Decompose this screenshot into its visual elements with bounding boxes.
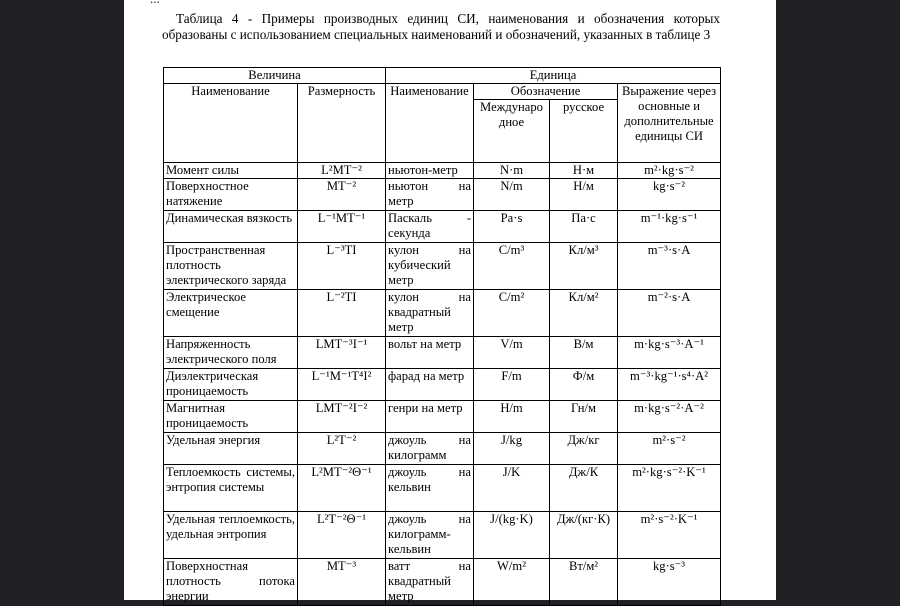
international-symbol-cell: J/K [474,465,550,512]
si-expression-cell: m⁻²·s·A [618,290,721,337]
russian-symbol-cell: Вт/м² [550,559,618,606]
si-expression-cell: m²·kg·s⁻² [618,163,721,179]
unit-name-cell: Паскаль - секунда [386,211,474,243]
international-symbol-cell: H/m [474,401,550,433]
russian-symbol-cell: Н·м [550,163,618,179]
quantity-name-cell: Электрическое смещение [164,290,298,337]
russian-symbol-cell: Дж/К [550,465,618,512]
table-row [164,179,721,211]
quantity-name-cell: Удельная теплоемкость, удельная энтропия [164,512,298,559]
russian-symbol-cell: Дж/кг [550,433,618,465]
unit-name-cell: генри на метр [386,401,474,433]
dimension-cell: L²MT⁻² [298,163,386,179]
unit-name-cell: ньютон на метр [386,179,474,211]
table-row [164,337,721,369]
table-row [164,211,721,243]
dimension-cell: L⁻¹MT⁻¹ [298,211,386,243]
table-caption: Таблица 4 - Примеры производных единиц СИ, наименования и обозначения которых образованы с использованием специальных наименований и обозначений, указанных в таблице 3 [162,11,720,42]
international-symbol-cell: Pa·s [474,211,550,243]
quantity-name-cell: Поверхностная плотность потока энергии [164,559,298,606]
unit-name-cell: джоуль на килограмм-кельвин [386,512,474,559]
header-international: Междунаро дное [474,100,550,163]
si-expression-cell: m⁻³·kg⁻¹·s⁴·A² [618,369,721,401]
clipped-top-line [150,0,160,7]
dimension-cell: MT⁻³ [298,559,386,606]
si-expression-cell: m²·s⁻²·K⁻¹ [618,512,721,559]
quantity-name-cell: Динамическая вязкость [164,211,298,243]
dimension-cell: LMT⁻²I⁻² [298,401,386,433]
russian-symbol-cell: Па·с [550,211,618,243]
header-dimension: Размерность [298,84,386,163]
table-row [164,163,721,179]
quantity-name-cell: Поверхностное натяжение [164,179,298,211]
russian-symbol-cell: Гн/м [550,401,618,433]
unit-name-cell: фарад на метр [386,369,474,401]
unit-name-cell: кулон на квадратный метр [386,290,474,337]
unit-name-cell: кулон на кубический метр [386,243,474,290]
table-row [164,559,721,606]
dimension-cell: L²T⁻² [298,433,386,465]
table-row [164,401,721,433]
dimension-cell: L⁻³TI [298,243,386,290]
quantity-name-cell: Момент силы [164,163,298,179]
russian-symbol-cell: Ф/м [550,369,618,401]
header-unit-name: Наименование [386,84,474,163]
table-row [164,465,721,512]
quantity-name-cell: Пространственная плотность электрического заряда [164,243,298,290]
si-units-table [163,67,721,606]
russian-symbol-cell: В/м [550,337,618,369]
header-unit: Единица [386,68,721,84]
quantity-name-cell: Диэлектрическая проницаемость [164,369,298,401]
russian-symbol-cell: Дж/(кг·К) [550,512,618,559]
dimension-cell: L⁻¹M⁻¹T⁴I² [298,369,386,401]
international-symbol-cell: J/(kg·K) [474,512,550,559]
header-russian: русское [550,100,618,163]
table-row [164,290,721,337]
international-symbol-cell: C/m² [474,290,550,337]
quantity-name-cell: Удельная энергия [164,433,298,465]
unit-name-cell: ватт на квадратный метр [386,559,474,606]
quantity-name-cell: Магнитная проницаемость [164,401,298,433]
russian-symbol-cell: Кл/м³ [550,243,618,290]
russian-symbol-cell: Н/м [550,179,618,211]
international-symbol-cell: J/kg [474,433,550,465]
dimension-cell: L⁻²TI [298,290,386,337]
international-symbol-cell: W/m² [474,559,550,606]
si-expression-cell: m⁻³·s·A [618,243,721,290]
unit-name-cell: ньютон-метр [386,163,474,179]
international-symbol-cell: V/m [474,337,550,369]
dimension-cell: LMT⁻³I⁻¹ [298,337,386,369]
dimension-cell: L²T⁻²Θ⁻¹ [298,512,386,559]
table-row [164,433,721,465]
document-page [124,0,776,603]
unit-name-cell: вольт на метр [386,337,474,369]
si-expression-cell: m·kg·s⁻²·A⁻² [618,401,721,433]
si-expression-cell: m·kg·s⁻³·A⁻¹ [618,337,721,369]
table-row [164,243,721,290]
quantity-name-cell: Теплоемкость системы, энтропия системы [164,465,298,512]
si-expression-cell: kg·s⁻² [618,179,721,211]
dimension-cell: MT⁻² [298,179,386,211]
header-quantity: Величина [164,68,386,84]
international-symbol-cell: N·m [474,163,550,179]
dimension-cell: L²MT⁻²Θ⁻¹ [298,465,386,512]
header-name: Наименование [164,84,298,163]
si-expression-cell: m²·kg·s⁻²·K⁻¹ [618,465,721,512]
international-symbol-cell: N/m [474,179,550,211]
international-symbol-cell: F/m [474,369,550,401]
header-designation: Обозначение [474,84,618,100]
header-expression: Выражение через основные и дополнительные единицы СИ [618,84,721,163]
si-expression-cell: kg·s⁻³ [618,559,721,606]
quantity-name-cell: Напряженность электрического поля [164,337,298,369]
unit-name-cell: джоуль на килограмм [386,433,474,465]
unit-name-cell: джоуль на кельвин [386,465,474,512]
si-expression-cell: m⁻¹·kg·s⁻¹ [618,211,721,243]
international-symbol-cell: C/m³ [474,243,550,290]
si-expression-cell: m²·s⁻² [618,433,721,465]
table-row [164,369,721,401]
table-row [164,512,721,559]
russian-symbol-cell: Кл/м² [550,290,618,337]
table-body [164,163,721,606]
